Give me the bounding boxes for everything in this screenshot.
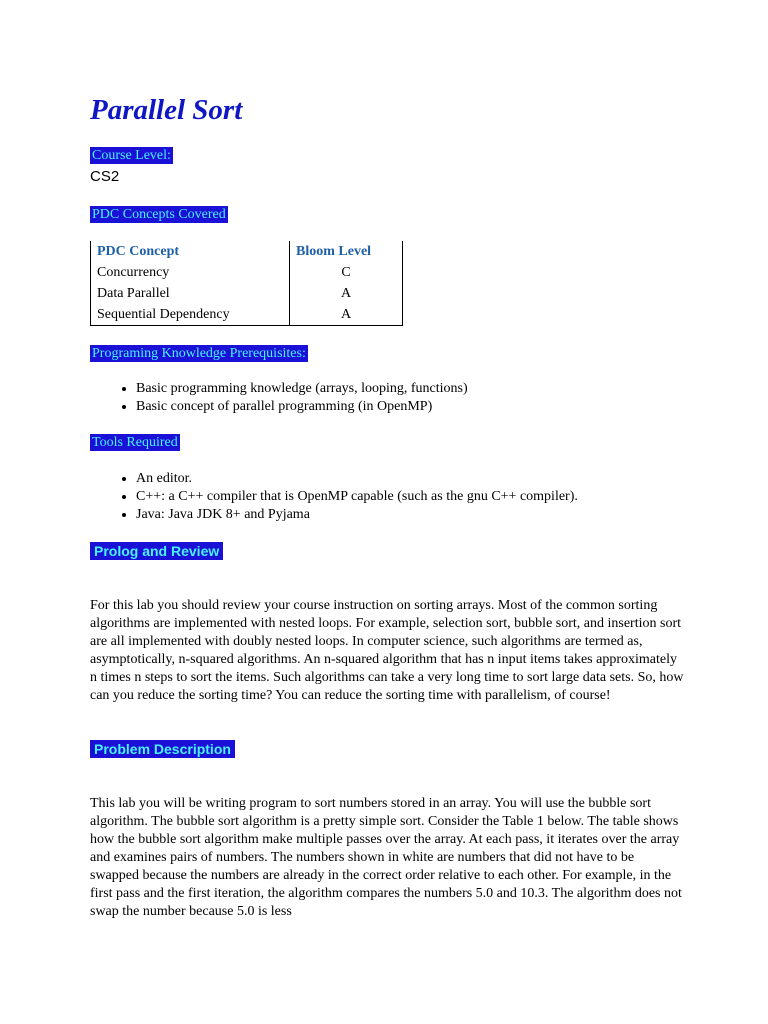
table-cell-bloom: A <box>290 283 403 304</box>
page-title: Parallel Sort <box>90 94 243 126</box>
table-header-row <box>91 241 403 262</box>
table-row <box>91 283 403 304</box>
table-cell-bloom: A <box>290 304 403 326</box>
prerequisites-heading: Programing Knowledge Prerequisites: <box>92 346 306 361</box>
table-cell-concept: Sequential Dependency <box>91 304 290 326</box>
table-cell-concept: Data Parallel <box>91 283 290 304</box>
prolog-heading: Prolog and Review <box>90 542 223 560</box>
list-item: • Java: Java JDK 8+ and Pyjama <box>136 506 578 524</box>
table-header-concept: PDC Concept <box>91 241 290 262</box>
table-cell-concept: Concurrency <box>91 262 290 283</box>
table-row <box>91 304 403 326</box>
list-item: • C++: a C++ compiler that is OpenMP capable (such as the gnu C++ compiler). <box>136 488 578 506</box>
table-row <box>91 262 403 283</box>
course-level-value: CS2 <box>90 168 120 185</box>
problem-paragraph: This lab you will be writing program to sort numbers stored in an array. You will use the bubble sort algorithm. The bubble sort algorithm is a pretty simple sort. Consider the Table 1 below. The table shows how the bubble sort algorithm make multiple passes over the array. At each pass, it iterates over the array and examines pairs of numbers. The numbers shown in white are numbers that did not have to be swapped because the numbers are already in the correct order relative to each other. For example, in the first pass and the first iteration, the algorithm compares the numbers 5.0 and 10.3. The algorithm does not swap the number because 5.0 is less <box>90 796 682 919</box>
list-item: • Basic concept of parallel programming (in OpenMP) <box>136 398 468 416</box>
list-item: • Basic programming knowledge (arrays, looping, functions) <box>136 380 468 398</box>
course-level-heading: Course Level: <box>92 148 171 163</box>
problem-heading: Problem Description <box>90 740 235 758</box>
list-item: • An editor. <box>136 470 578 488</box>
tools-list <box>108 470 578 524</box>
prerequisites-list <box>108 380 468 416</box>
table-cell-bloom: C <box>290 262 403 283</box>
pdc-concepts-table <box>90 241 403 326</box>
prolog-paragraph: For this lab you should review your course instruction on sorting arrays. Most of the common sorting algorithms are implemented with nested loops. For example, selection sort, bubble sort, and insertion sort are all implemented with doubly nested loops. In computer science, such algorithms are termed as, asymptotically, n-squared algorithms. An n-squared algorithm that has n input items takes approximately n times n steps to sort the items. Such algorithms can take a very long time to sort large data sets. So, how can you reduce the sorting time? You can reduce the sorting time with parallelism, of course! <box>90 598 684 703</box>
pdc-concepts-heading: PDC Concepts Covered <box>92 207 226 222</box>
tools-heading: Tools Required <box>92 435 178 450</box>
table-header-bloom: Bloom Level <box>290 241 403 262</box>
